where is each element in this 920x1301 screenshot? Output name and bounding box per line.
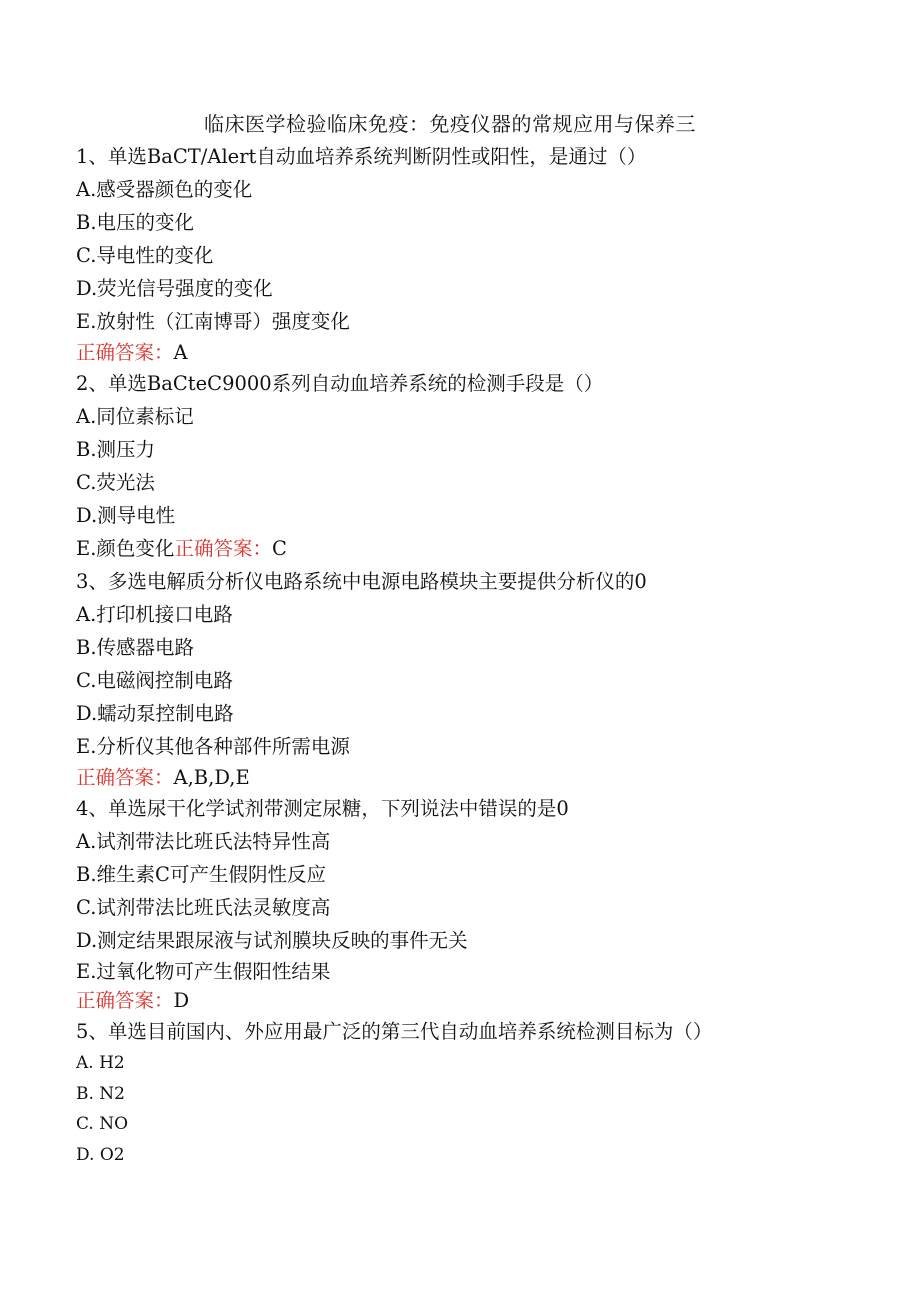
answer-value: D — [173, 989, 190, 1012]
document-body — [76, 140, 896, 1170]
answer-label: 正确答案： — [76, 341, 174, 364]
answer-line — [76, 532, 896, 565]
question-option: C.电磁阀控制电路 — [76, 669, 233, 692]
question-stem: 5、单选目前国内、外应用最广泛的第三代自动血培养系统检测目标为（） — [76, 1020, 713, 1043]
question-option: E.放射性（江南博哥）强度变化 — [76, 310, 350, 333]
question-option: A.同位素标记 — [76, 405, 194, 428]
question-option: A. H2 — [76, 1053, 125, 1073]
question-option: A.试剂带法比班氏法特异性高 — [76, 830, 331, 853]
question-option: B.传感器电路 — [76, 636, 195, 659]
answer-line — [76, 986, 896, 1015]
document-title: 临床医学检验临床免疫：免疫仪器的常规应用与保养三 — [204, 112, 696, 136]
answer-label: 正确答案： — [76, 766, 174, 789]
question-option: E.过氧化物可产生假阳性结果 — [76, 960, 331, 983]
question-option: B.测压力 — [76, 438, 156, 461]
answer-label: 正确答案： — [174, 537, 272, 560]
question-option: D. O2 — [76, 1144, 125, 1165]
question-option: B. N2 — [76, 1083, 125, 1104]
question-option: E.颜色变化 — [76, 537, 175, 560]
question-stem: 2、单选BaCteC9000系列自动血培养系统的检测手段是（） — [76, 372, 604, 395]
question-option: B.电压的变化 — [76, 211, 195, 234]
answer-label: 正确答案： — [76, 989, 174, 1012]
question-option: C.荧光法 — [76, 471, 155, 494]
question-option: E.分析仪其他各种部件所需电源 — [76, 735, 350, 758]
question-stem: 3、多选电解质分析仪电路系统中电源电路模块主要提供分析仪的0 — [76, 570, 647, 593]
question-option: D.荧光信号强度的变化 — [76, 277, 273, 300]
question-option: D.蠕动泵控制电路 — [76, 702, 234, 725]
question-option: C.导电性的变化 — [76, 244, 214, 267]
question-stem: 4、单选尿干化学试剂带测定尿糖，下列说法中错误的是0 — [76, 797, 569, 820]
question-option: C.试剂带法比班氏法灵敏度高 — [76, 896, 331, 919]
question-option: D.测导电性 — [76, 504, 176, 527]
answer-line — [76, 338, 896, 367]
answer-value: A,B,D,E — [173, 766, 250, 789]
answer-line — [76, 763, 896, 792]
answer-value: C — [271, 537, 287, 560]
answer-value: A — [173, 341, 188, 364]
question-option: C. NO — [76, 1114, 129, 1134]
question-option: D.测定结果跟尿液与试剂膜块反映的事件无关 — [76, 929, 468, 952]
question-option: A.感受器颜色的变化 — [76, 178, 253, 201]
question-stem: 1、单选BaCT/Alert自动血培养系统判断阴性或阳性，是通过（） — [76, 145, 647, 168]
question-option: B.维生素C可产生假阴性反应 — [76, 863, 326, 886]
question-option: A.打印机接口电路 — [76, 603, 233, 626]
